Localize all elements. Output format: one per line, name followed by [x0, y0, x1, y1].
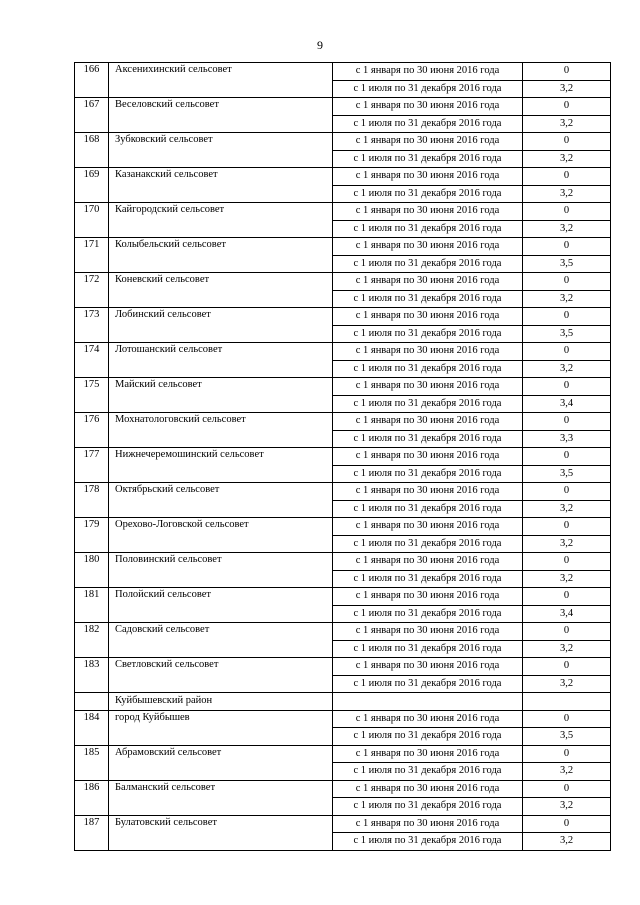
- rate-second-half: 3,2: [523, 675, 611, 693]
- row-number: 187: [75, 815, 109, 850]
- period-first-half: с 1 января по 30 июня 2016 года: [333, 63, 523, 81]
- tariff-table-body: [75, 63, 611, 851]
- period-second-half: с 1 июля по 31 декабря 2016 года: [333, 185, 523, 203]
- municipality-name: Майский сельсовет: [109, 378, 333, 413]
- table-row: [75, 623, 611, 641]
- period-second-half: с 1 июля по 31 декабря 2016 года: [333, 80, 523, 98]
- row-number: 168: [75, 133, 109, 168]
- municipality-name: Нижнечеремошинский сельсовет: [109, 448, 333, 483]
- period-first-half: с 1 января по 30 июня 2016 года: [333, 133, 523, 151]
- period-first-half: с 1 января по 30 июня 2016 года: [333, 343, 523, 361]
- rate-second-half: 3,2: [523, 360, 611, 378]
- municipality-name: Балманский сельсовет: [109, 780, 333, 815]
- table-row: [75, 343, 611, 361]
- period-first-half: с 1 января по 30 июня 2016 года: [333, 168, 523, 186]
- period-first-half: с 1 января по 30 июня 2016 года: [333, 815, 523, 833]
- rate-second-half: 3,2: [523, 500, 611, 518]
- table-row: [75, 448, 611, 466]
- table-row: [75, 133, 611, 151]
- rate-second-half: 3,2: [523, 185, 611, 203]
- period-second-half: с 1 июля по 31 декабря 2016 года: [333, 675, 523, 693]
- table-row: [75, 273, 611, 291]
- rate-second-half: 3,2: [523, 80, 611, 98]
- row-number: 169: [75, 168, 109, 203]
- period-second-half: с 1 июля по 31 декабря 2016 года: [333, 605, 523, 623]
- row-number: 185: [75, 745, 109, 780]
- rate-first-half: 0: [523, 448, 611, 466]
- table-row: [75, 203, 611, 221]
- tariff-table: [74, 62, 611, 851]
- row-number: 166: [75, 63, 109, 98]
- row-number: 171: [75, 238, 109, 273]
- row-number: 181: [75, 588, 109, 623]
- rate-second-half: 3,2: [523, 115, 611, 133]
- period-second-half: с 1 июля по 31 декабря 2016 года: [333, 360, 523, 378]
- rate-first-half: 0: [523, 518, 611, 536]
- table-row: [75, 710, 611, 728]
- municipality-name: Коневский сельсовет: [109, 273, 333, 308]
- municipality-name: Булатовский сельсовет: [109, 815, 333, 850]
- row-number: 182: [75, 623, 109, 658]
- period-first-half: с 1 января по 30 июня 2016 года: [333, 588, 523, 606]
- rate-second-half: 3,2: [523, 150, 611, 168]
- period-first-half: с 1 января по 30 июня 2016 года: [333, 745, 523, 763]
- rate-first-half: 0: [523, 815, 611, 833]
- period-second-half: с 1 июля по 31 декабря 2016 года: [333, 115, 523, 133]
- rate-first-half: 0: [523, 308, 611, 326]
- district-header-row: [75, 693, 611, 711]
- period-first-half: с 1 января по 30 июня 2016 года: [333, 623, 523, 641]
- rate-second-half: 3,4: [523, 605, 611, 623]
- rate-first-half: 0: [523, 168, 611, 186]
- empty-cell: [333, 693, 523, 711]
- row-number: 184: [75, 710, 109, 745]
- period-second-half: с 1 июля по 31 декабря 2016 года: [333, 535, 523, 553]
- period-second-half: с 1 июля по 31 декабря 2016 года: [333, 325, 523, 343]
- rate-first-half: 0: [523, 98, 611, 116]
- rate-first-half: 0: [523, 63, 611, 81]
- rate-first-half: 0: [523, 133, 611, 151]
- rate-second-half: 3,3: [523, 430, 611, 448]
- period-first-half: с 1 января по 30 июня 2016 года: [333, 378, 523, 396]
- row-number: 178: [75, 483, 109, 518]
- table-row: [75, 588, 611, 606]
- table-row: [75, 63, 611, 81]
- municipality-name: Светловский сельсовет: [109, 658, 333, 693]
- period-first-half: с 1 января по 30 июня 2016 года: [333, 553, 523, 571]
- rate-first-half: 0: [523, 780, 611, 798]
- table-row: [75, 483, 611, 501]
- period-first-half: с 1 января по 30 июня 2016 года: [333, 518, 523, 536]
- rate-first-half: 0: [523, 273, 611, 291]
- municipality-name: Лобинский сельсовет: [109, 308, 333, 343]
- period-second-half: с 1 июля по 31 декабря 2016 года: [333, 500, 523, 518]
- period-first-half: с 1 января по 30 июня 2016 года: [333, 238, 523, 256]
- period-second-half: с 1 июля по 31 декабря 2016 года: [333, 570, 523, 588]
- rate-second-half: 3,2: [523, 833, 611, 851]
- period-second-half: с 1 июля по 31 декабря 2016 года: [333, 255, 523, 273]
- table-row: [75, 815, 611, 833]
- row-number: 173: [75, 308, 109, 343]
- table-row: [75, 780, 611, 798]
- rate-first-half: 0: [523, 658, 611, 676]
- rate-second-half: 3,2: [523, 535, 611, 553]
- page-number: 9: [317, 38, 323, 52]
- table-row: [75, 308, 611, 326]
- period-second-half: с 1 июля по 31 декабря 2016 года: [333, 150, 523, 168]
- rate-first-half: 0: [523, 710, 611, 728]
- municipality-name: Садовский сельсовет: [109, 623, 333, 658]
- table-row: [75, 518, 611, 536]
- empty-cell: [523, 693, 611, 711]
- row-number: 167: [75, 98, 109, 133]
- period-second-half: с 1 июля по 31 декабря 2016 года: [333, 798, 523, 816]
- rate-second-half: 3,2: [523, 640, 611, 658]
- rate-second-half: 3,2: [523, 763, 611, 781]
- municipality-name: Зубковский сельсовет: [109, 133, 333, 168]
- municipality-name: Колыбельский сельсовет: [109, 238, 333, 273]
- period-second-half: с 1 июля по 31 декабря 2016 года: [333, 763, 523, 781]
- table-row: [75, 658, 611, 676]
- rate-first-half: 0: [523, 343, 611, 361]
- row-number: 177: [75, 448, 109, 483]
- municipality-name: Половинский сельсовет: [109, 553, 333, 588]
- table-row: [75, 238, 611, 256]
- municipality-name: город Куйбышев: [109, 710, 333, 745]
- rate-first-half: 0: [523, 413, 611, 431]
- table-row: [75, 745, 611, 763]
- rate-first-half: 0: [523, 238, 611, 256]
- period-first-half: с 1 января по 30 июня 2016 года: [333, 203, 523, 221]
- row-number: 186: [75, 780, 109, 815]
- rate-first-half: 0: [523, 745, 611, 763]
- period-second-half: с 1 июля по 31 декабря 2016 года: [333, 833, 523, 851]
- rate-second-half: 3,5: [523, 255, 611, 273]
- table-row: [75, 168, 611, 186]
- rate-second-half: 3,5: [523, 465, 611, 483]
- district-name: Куйбышевский район: [109, 693, 333, 711]
- rate-second-half: 3,5: [523, 728, 611, 746]
- row-number: 179: [75, 518, 109, 553]
- rate-second-half: 3,5: [523, 325, 611, 343]
- period-second-half: с 1 июля по 31 декабря 2016 года: [333, 728, 523, 746]
- row-number: 174: [75, 343, 109, 378]
- row-number: 172: [75, 273, 109, 308]
- municipality-name: Октябрьский сельсовет: [109, 483, 333, 518]
- municipality-name: Абрамовский сельсовет: [109, 745, 333, 780]
- row-number: 175: [75, 378, 109, 413]
- municipality-name: Мохнатологовский сельсовет: [109, 413, 333, 448]
- period-first-half: с 1 января по 30 июня 2016 года: [333, 273, 523, 291]
- row-number: 176: [75, 413, 109, 448]
- rate-second-half: 3,2: [523, 220, 611, 238]
- municipality-name: Лотошанский сельсовет: [109, 343, 333, 378]
- period-second-half: с 1 июля по 31 декабря 2016 года: [333, 395, 523, 413]
- rate-second-half: 3,2: [523, 570, 611, 588]
- row-number: 183: [75, 658, 109, 693]
- municipality-name: Орехово-Логовской сельсовет: [109, 518, 333, 553]
- municipality-name: Кайгородский сельсовет: [109, 203, 333, 238]
- rate-first-half: 0: [523, 203, 611, 221]
- rate-second-half: 3,4: [523, 395, 611, 413]
- rate-first-half: 0: [523, 483, 611, 501]
- period-second-half: с 1 июля по 31 декабря 2016 года: [333, 290, 523, 308]
- row-number: 170: [75, 203, 109, 238]
- rate-first-half: 0: [523, 623, 611, 641]
- empty-cell: [75, 693, 109, 711]
- period-first-half: с 1 января по 30 июня 2016 года: [333, 413, 523, 431]
- period-first-half: с 1 января по 30 июня 2016 года: [333, 780, 523, 798]
- rate-first-half: 0: [523, 378, 611, 396]
- rate-first-half: 0: [523, 588, 611, 606]
- period-second-half: с 1 июля по 31 декабря 2016 года: [333, 220, 523, 238]
- period-first-half: с 1 января по 30 июня 2016 года: [333, 658, 523, 676]
- rate-second-half: 3,2: [523, 290, 611, 308]
- row-number: 180: [75, 553, 109, 588]
- table-row: [75, 98, 611, 116]
- table-row: [75, 553, 611, 571]
- period-first-half: с 1 января по 30 июня 2016 года: [333, 710, 523, 728]
- period-second-half: с 1 июля по 31 декабря 2016 года: [333, 640, 523, 658]
- municipality-name: Казанакский сельсовет: [109, 168, 333, 203]
- municipality-name: Полойский сельсовет: [109, 588, 333, 623]
- period-first-half: с 1 января по 30 июня 2016 года: [333, 448, 523, 466]
- period-second-half: с 1 июля по 31 декабря 2016 года: [333, 465, 523, 483]
- rate-first-half: 0: [523, 553, 611, 571]
- table-row: [75, 413, 611, 431]
- municipality-name: Аксенихинский сельсовет: [109, 63, 333, 98]
- table-row: [75, 378, 611, 396]
- period-second-half: с 1 июля по 31 декабря 2016 года: [333, 430, 523, 448]
- period-first-half: с 1 января по 30 июня 2016 года: [333, 98, 523, 116]
- period-first-half: с 1 января по 30 июня 2016 года: [333, 308, 523, 326]
- rate-second-half: 3,2: [523, 798, 611, 816]
- municipality-name: Веселовский сельсовет: [109, 98, 333, 133]
- period-first-half: с 1 января по 30 июня 2016 года: [333, 483, 523, 501]
